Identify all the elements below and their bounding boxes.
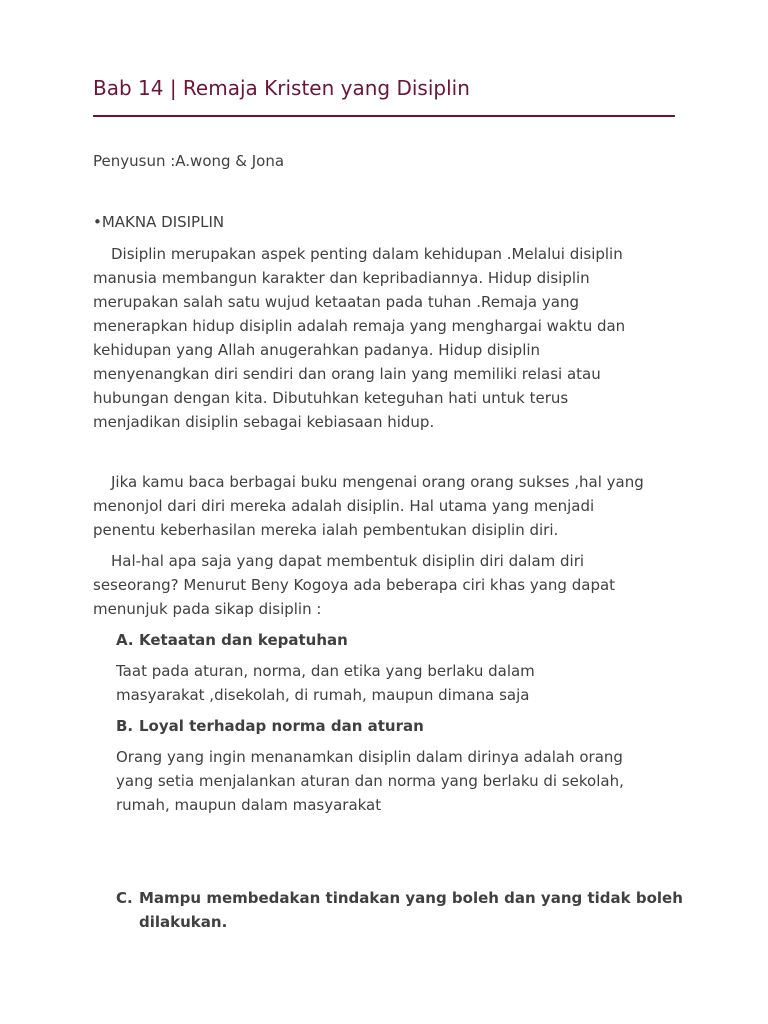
list-heading-text: Ketaatan dan kepatuhan — [139, 631, 348, 649]
list-heading-text: Loyal terhadap norma dan aturan — [139, 717, 424, 735]
paragraph-line: menunjuk pada sikap disiplin : — [93, 600, 322, 618]
paragraph-line: menerapkan hidup disiplin adalah remaja yang menghargai waktu dan — [93, 317, 626, 335]
list-item-body — [116, 745, 624, 817]
paragraph-3 — [93, 549, 683, 621]
paragraph-line: Hal-hal apa saja yang dapat membentuk disiplin diri dalam diri — [111, 552, 585, 570]
list-body-line: masyarakat ,disekolah, di rumah, maupun dimana saja — [116, 686, 530, 704]
list-body-line: yang setia menjalankan aturan dan norma yang berlaku di sekolah, — [116, 772, 624, 790]
section-heading: •MAKNA DISIPLIN — [93, 213, 225, 231]
list-heading-text: dilakukan. — [139, 913, 228, 931]
paragraph-line: kehidupan yang Allah anugerahkan padanya. Hidup disiplin — [93, 341, 541, 359]
list-item-heading — [116, 886, 683, 934]
paragraph-line: menyenangkan diri sendiri dan orang lain yang memiliki relasi atau — [93, 365, 601, 383]
paragraph-line: merupakan salah satu wujud ketaatan pada tuhan .Remaja yang — [93, 293, 579, 311]
paragraph-line: Disiplin merupakan aspek penting dalam kehidupan .Melalui disiplin — [111, 245, 623, 263]
paragraph-2 — [93, 470, 683, 542]
list-body-line: Orang yang ingin menanamkan disiplin dalam dirinya adalah orang — [116, 748, 623, 766]
paragraph-line: menonjol dari diri mereka adalah disiplin. Hal utama yang menjadi — [93, 497, 595, 515]
list-body-line: rumah, maupun dalam masyarakat — [116, 796, 382, 814]
author-line: Penyusun :A.wong & Jona — [93, 152, 285, 170]
list-marker: B. — [116, 717, 134, 735]
list-body-line: Taat pada aturan, norma, dan etika yang berlaku dalam — [116, 662, 535, 680]
paragraph-1 — [93, 242, 683, 434]
list-item-body — [116, 659, 535, 707]
title-divider — [93, 115, 675, 117]
paragraph-line: penentu keberhasilan mereka ialah pembentukan disiplin diri. — [93, 521, 559, 539]
list-marker: A. — [116, 631, 134, 649]
list-item-heading — [116, 714, 424, 738]
paragraph-line: Jika kamu baca berbagai buku mengenai orang orang sukses ,hal yang — [111, 473, 644, 491]
paragraph-line: menjadikan disiplin sebagai kebiasaan hidup. — [93, 413, 435, 431]
list-item-heading — [116, 628, 348, 652]
list-heading-text: Mampu membedakan tindakan yang boleh dan yang tidak boleh — [139, 889, 683, 907]
paragraph-line: seseorang? Menurut Beny Kogoya ada beberapa ciri khas yang dapat — [93, 576, 616, 594]
page-title: Bab 14 | Remaja Kristen yang Disiplin — [93, 76, 470, 100]
paragraph-line: hubungan dengan kita. Dibutuhkan keteguhan hati untuk terus — [93, 389, 569, 407]
list-marker: C. — [116, 889, 133, 907]
paragraph-line: manusia membangun karakter dan kepribadiannya. Hidup disiplin — [93, 269, 590, 287]
